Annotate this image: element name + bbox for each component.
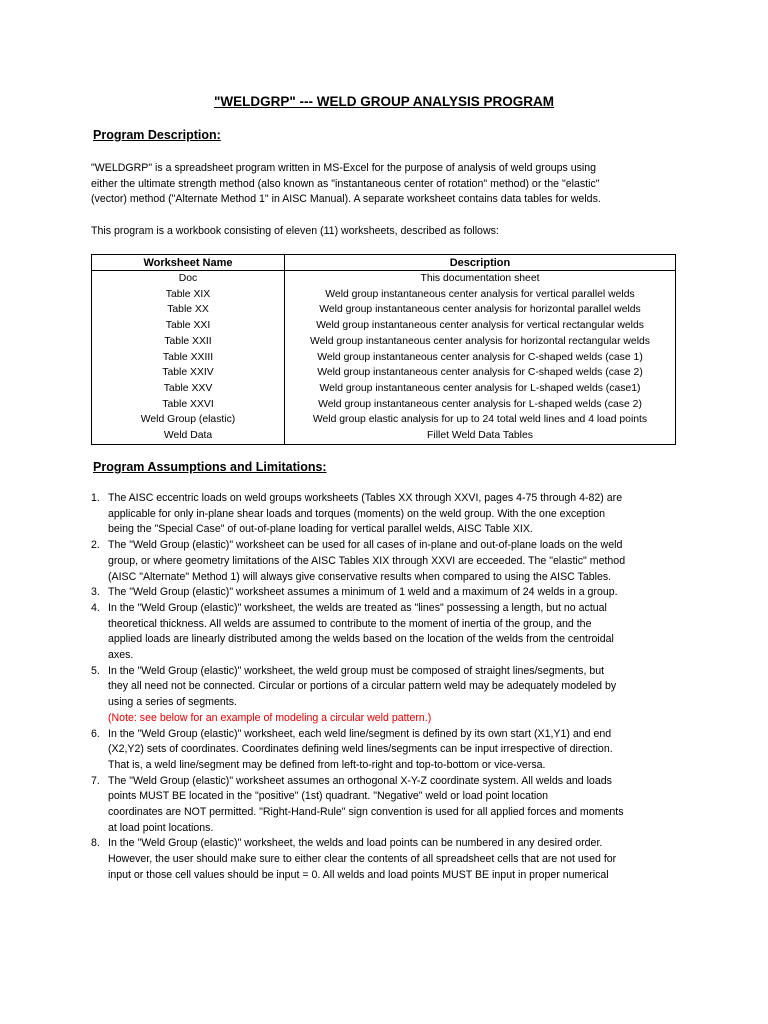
- table-row: [92, 334, 676, 350]
- column-header-description: Description: [285, 255, 676, 271]
- description-cell: This documentation sheet: [285, 271, 676, 287]
- list-item-number: 1.: [91, 492, 100, 504]
- table-row: [92, 350, 676, 366]
- list-item-line: at load point locations.: [108, 821, 214, 834]
- list-item: [91, 664, 666, 727]
- note-text: (Note: see below for an example of modeling a circular weld pattern.): [108, 711, 432, 724]
- description-line: (vector) method ("Alternate Method 1" in AISC Manual). A separate worksheet contains data tables for welds.: [91, 193, 601, 206]
- list-item-line: In the "Weld Group (elastic)" worksheet, the welds and load points can be numbered in any desired order.: [108, 837, 603, 850]
- list-item-number: 2.: [91, 539, 100, 552]
- list-item-line: That is, a weld line/segment may be defined from left-to-right and top-to-bottom or vice-versa.: [108, 758, 546, 771]
- list-item-line: they all need not be connected. Circular or portions of a circular pattern weld may be adequately modeled by: [108, 680, 617, 693]
- worksheet-name-cell: Table XXVI: [92, 397, 285, 413]
- table-row: [92, 428, 676, 444]
- worksheet-name-cell: Table XXIV: [92, 365, 285, 381]
- description-cell: Weld group instantaneous center analysis for vertical rectangular welds: [285, 318, 676, 334]
- description-cell: Weld group elastic analysis for up to 24 total weld lines and 4 load points: [285, 412, 676, 428]
- list-item: [91, 836, 666, 883]
- worksheet-table: [91, 254, 676, 445]
- description-cell: Weld group instantaneous center analysis for L-shaped welds (case 2): [285, 397, 676, 413]
- description-line: "WELDGRP" is a spreadsheet program written in MS-Excel for the purpose of analysis of weld groups using: [91, 162, 597, 174]
- list-item-line: points MUST BE located in the "positive" (1st) quadrant. "Negative" weld or load point location: [108, 790, 549, 803]
- worksheet-name-cell: Table XIX: [92, 287, 285, 303]
- table-body: [92, 271, 676, 445]
- table-row: [92, 381, 676, 397]
- list-item-number: 6.: [91, 727, 100, 740]
- table-header-row: [92, 255, 676, 271]
- list-item-line: The "Weld Group (elastic)" worksheet assumes an orthogonal X-Y-Z coordinate system. All welds and loads: [108, 774, 612, 787]
- list-item-line: However, the user should make sure to either clear the contents of all spreadsheet cells that are not used for: [108, 853, 617, 866]
- list-item-line: group, or where geometry limitations of the AISC Tables XIX through XXVI are ecceeded. The "elastic" method: [108, 554, 626, 567]
- list-item-number: 4.: [91, 601, 100, 614]
- description-heading: Program Description:: [93, 128, 221, 142]
- list-item-line: In the "Weld Group (elastic)" worksheet, the welds are treated as "lines" possessing a length, but no actual: [108, 601, 607, 614]
- description-line: either the ultimate strength method (also known as "instantaneous center of rotation" method) or the "elastic": [91, 177, 600, 190]
- list-item-number: 5.: [91, 664, 100, 677]
- table-row: [92, 271, 676, 287]
- list-item-line: The AISC eccentric loads on weld groups worksheets (Tables XX through XXVI, pages 4-75 through 4-82) are: [108, 492, 623, 504]
- list-item-line: In the "Weld Group (elastic)" worksheet, each weld line/segment is defined by its own start (X1,Y1) and end: [108, 727, 612, 740]
- worksheet-name-cell: Table XXIII: [92, 350, 285, 366]
- list-item-line: axes.: [108, 649, 134, 662]
- list-item-number: 8.: [91, 837, 100, 850]
- description-cell: Weld group instantaneous center analysis for C-shaped welds (case 2): [285, 365, 676, 381]
- description-cell: Fillet Weld Data Tables: [285, 428, 676, 444]
- list-item-line: (X2,Y2) sets of coordinates. Coordinates defining weld lines/segments can be input irrespective of direction.: [108, 743, 613, 756]
- worksheet-name-cell: Table XXV: [92, 381, 285, 397]
- list-item-line: using a series of segments.: [108, 696, 237, 709]
- list-item-line: (AISC "Alternate" Method 1) will always give conservative results when compared to using the AISC Tables.: [108, 570, 612, 583]
- workbook-intro: This program is a workbook consisting of eleven (11) worksheets, described as follows:: [91, 225, 499, 237]
- list-item-line: being the "Special Case" of out-of-plane loading for vertical parallel welds, AISC Table XIX.: [108, 523, 533, 536]
- list-item-number: 3.: [91, 586, 100, 599]
- description-cell: Weld group instantaneous center analysis for vertical parallel welds: [285, 287, 676, 303]
- list-item: [91, 727, 666, 774]
- assumptions-list: [91, 491, 666, 884]
- list-item-number: 7.: [91, 774, 100, 787]
- list-item-line: theoretical thickness. All welds are assumed to contribute to the moment of inertia of the group, and the: [108, 617, 592, 630]
- table-row: [92, 302, 676, 318]
- list-item-line: applicable for only in-plane shear loads and torques (moments) on the weld group. With the one exception: [108, 507, 606, 520]
- column-header-worksheet-name: Worksheet Name: [92, 255, 285, 271]
- description-cell: Weld group instantaneous center analysis for horizontal parallel welds: [285, 302, 676, 318]
- description-cell: Weld group instantaneous center analysis for L-shaped welds (case1): [285, 381, 676, 397]
- list-item-line: The "Weld Group (elastic)" worksheet assumes a minimum of 1 weld and a maximum of 24 welds in a group.: [108, 586, 618, 599]
- document-title: "WELDGRP" --- WELD GROUP ANALYSIS PROGRAM: [213, 94, 555, 109]
- table-row: [92, 318, 676, 334]
- list-item: [91, 585, 666, 601]
- worksheet-name-cell: Weld Group (elastic): [92, 412, 285, 428]
- description-paragraph: [91, 161, 691, 208]
- description-cell: Weld group instantaneous center analysis for C-shaped welds (case 1): [285, 350, 676, 366]
- worksheet-name-cell: Table XX: [92, 302, 285, 318]
- list-item: [91, 774, 666, 837]
- list-item-line: input or those cell values should be input = 0. All welds and load points MUST BE input in proper numerical: [108, 868, 609, 881]
- list-item: [91, 491, 666, 538]
- list-item-line: applied loads are linearly distributed among the welds based on the location of the welds from the centroidal: [108, 633, 614, 646]
- worksheet-name-cell: Weld Data: [92, 428, 285, 444]
- worksheet-name-cell: Table XXI: [92, 318, 285, 334]
- list-item-line: The "Weld Group (elastic)" worksheet can be used for all cases of in-plane and out-of-plane loads on the weld: [108, 539, 623, 552]
- list-item: [91, 538, 666, 585]
- table-row: [92, 412, 676, 428]
- table-row: [92, 365, 676, 381]
- description-cell: Weld group instantaneous center analysis for horizontal rectangular welds: [285, 334, 676, 350]
- table-row: [92, 397, 676, 413]
- worksheet-name-cell: Doc: [92, 271, 285, 287]
- table-row: [92, 287, 676, 303]
- worksheet-name-cell: Table XXII: [92, 334, 285, 350]
- assumptions-heading: Program Assumptions and Limitations:: [93, 460, 327, 474]
- list-item-line: In the "Weld Group (elastic)" worksheet, the weld group must be composed of straight lines/segments, but: [108, 664, 605, 677]
- list-item: [91, 601, 666, 664]
- list-item-line: coordinates are NOT permitted. "Right-Hand-Rule" sign convention is used for all applied forces and moments: [108, 806, 624, 819]
